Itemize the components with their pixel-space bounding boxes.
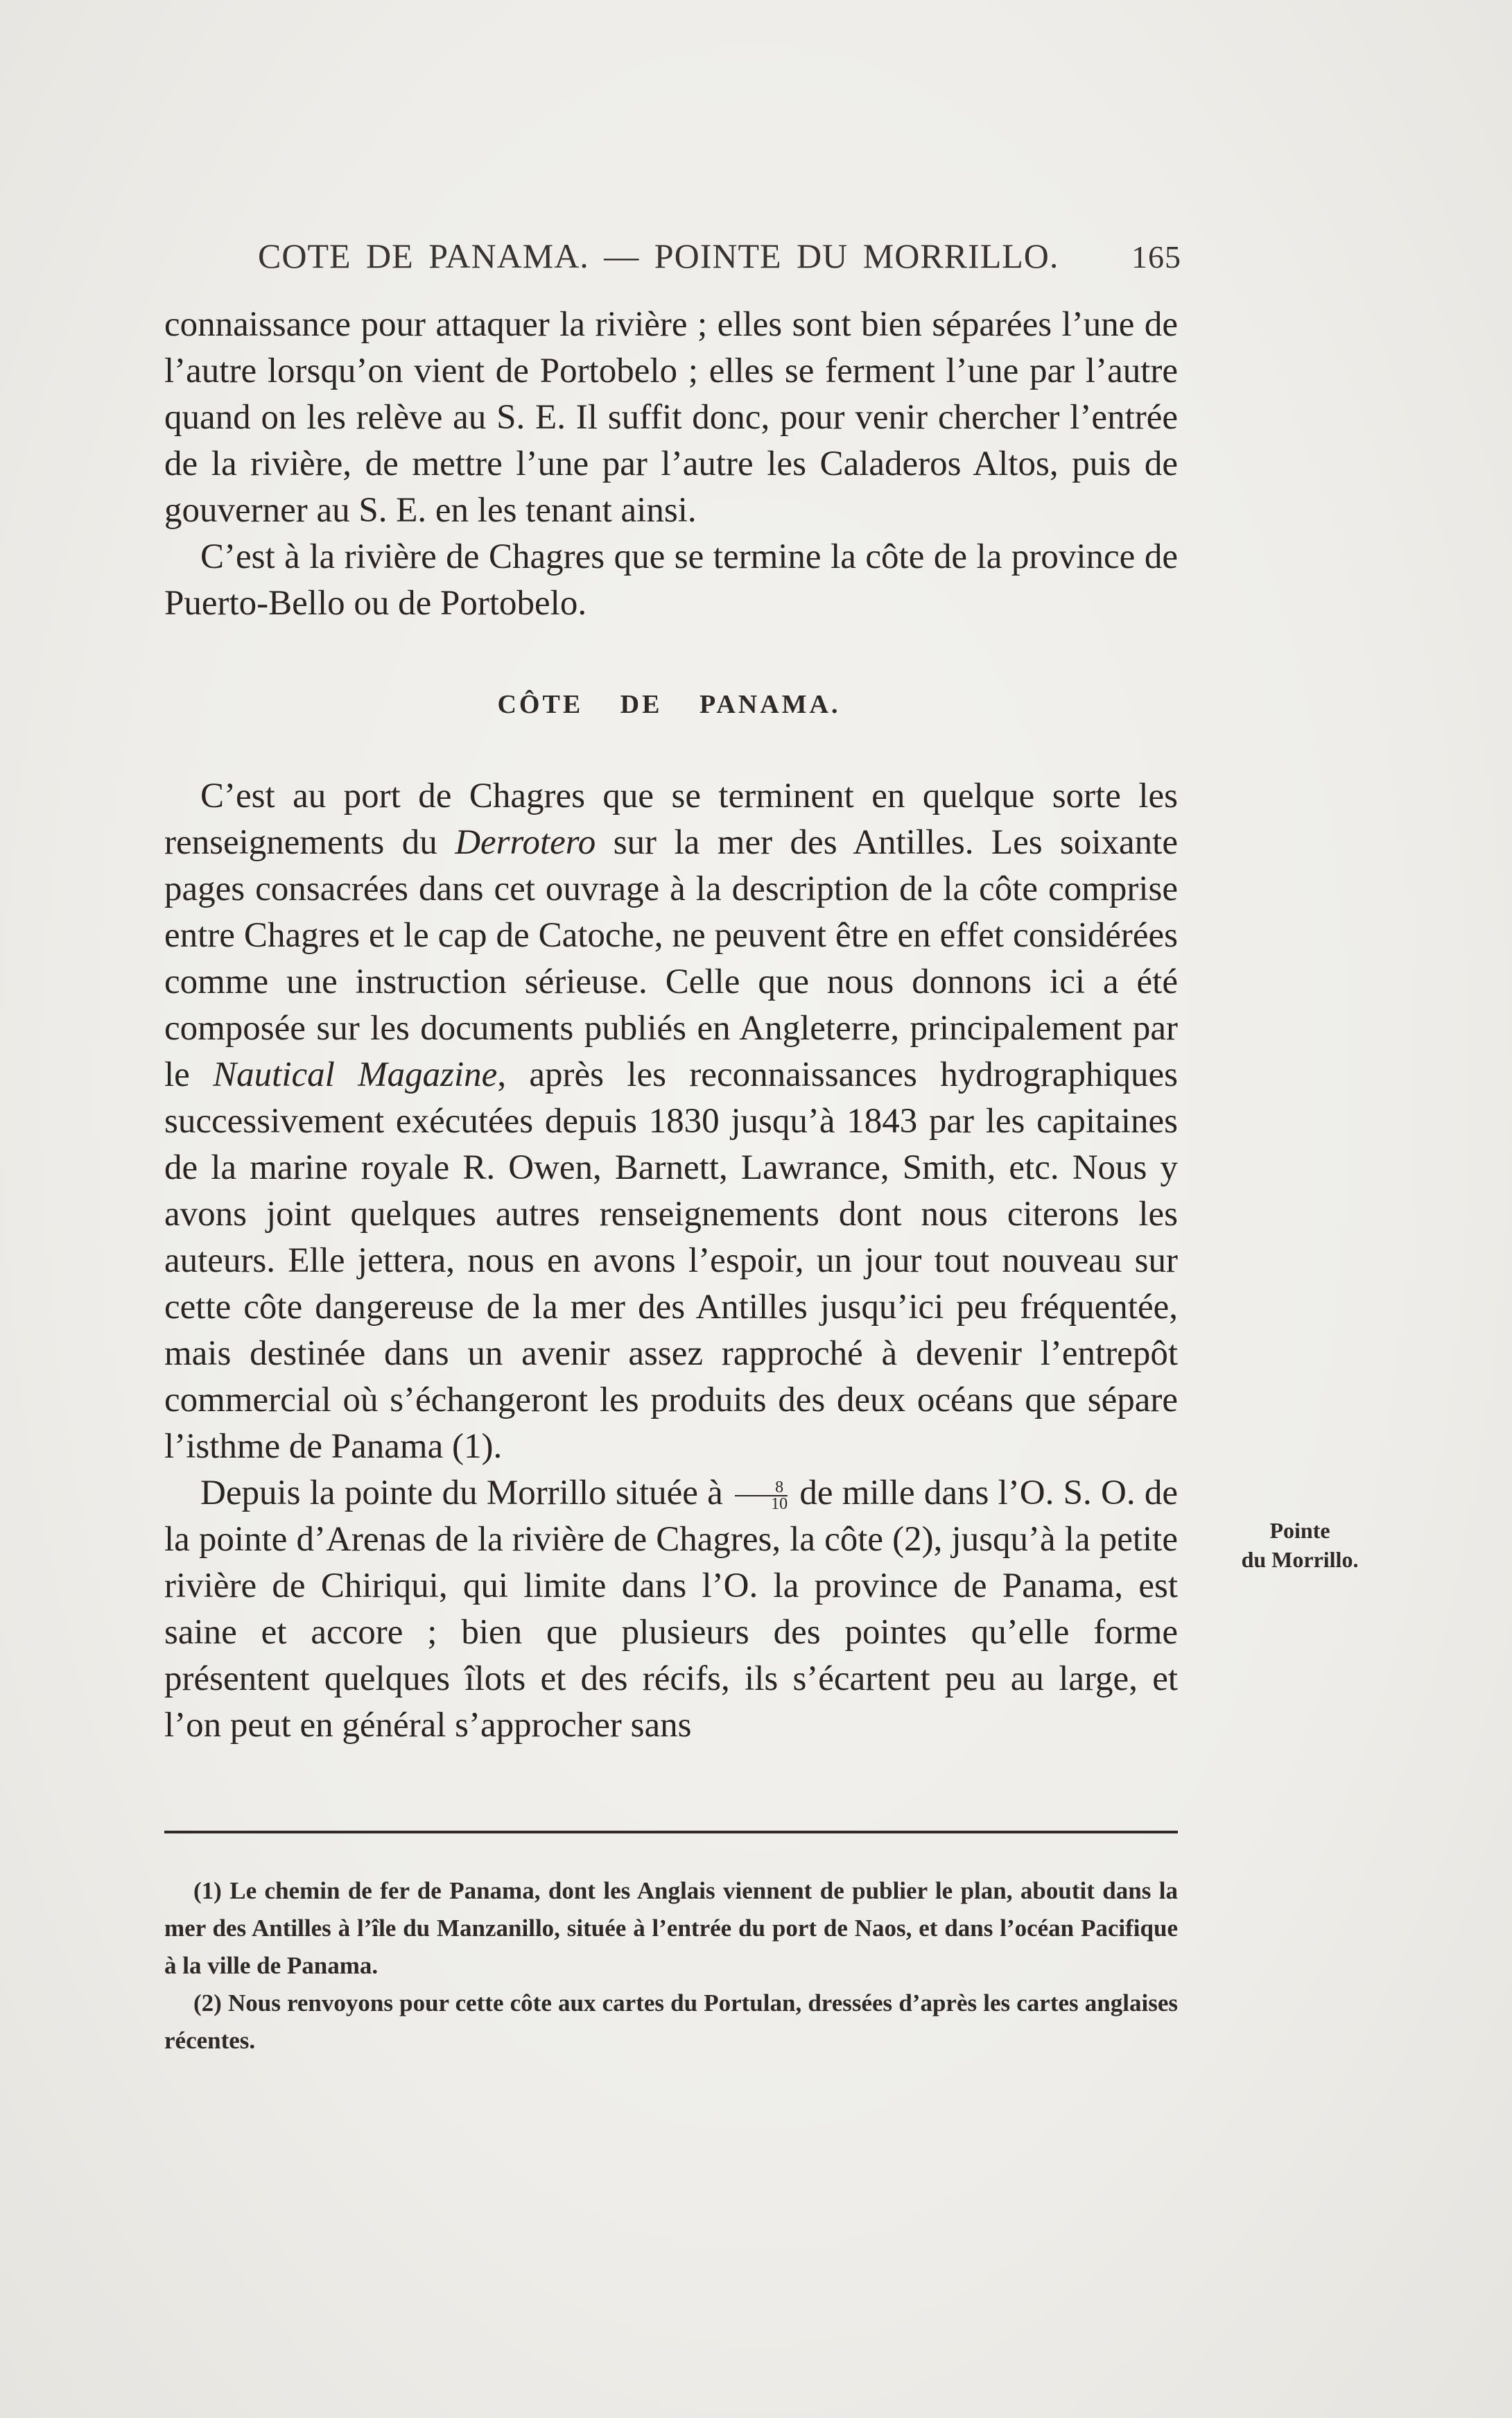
fraction (735, 1480, 788, 1512)
text-block-main (164, 773, 1178, 1749)
margin-note-line2: du Morrillo. (1241, 1547, 1359, 1572)
italic-title-nautical-magazine: Nautical Magazine (213, 1055, 498, 1094)
paragraph-intro (164, 773, 1178, 1470)
text-run: C’est au port de Chagres que se terminent en quelque sorte les renseignements du (164, 777, 1178, 862)
footnote-1: (1) Le chemin de fer de Panama, dont les Anglais viennent de publier le plan, aboutit dans la mer des Antilles à l’île du Manzanillo, située à l’entrée du port de Naos, et dans l’océan Pacifique à la ville de Panama. (164, 1877, 1178, 1979)
paragraph-continuation: connaissance pour attaquer la rivière ; elles sont bien séparées l’une de l’autre lorsqu’on vient de Portobelo ; elles se ferment l’une par l’autre quand on les relève au S. E. Il suffit donc, pour venir chercher l’entrée de la rivière, de mettre l’une par l’autre les Caladeros Altos, puis de gouverner au S. E. en les tenant ainsi. (164, 305, 1178, 530)
italic-title-derrotero: Derrotero (455, 823, 596, 862)
paragraph-chagres: C’est à la rivière de Chagres que se termine la côte de la province de Puerto-Bello ou de Portobelo. (164, 537, 1178, 623)
footnote-2: (2) Nous renvoyons pour cette côte aux cartes du Portulan, dressées d’après les cartes anglaises récentes. (164, 1989, 1178, 2054)
text-run: de mille dans l’O. S. O. de la pointe d’Arenas de la rivière de Chagres, la côte (2), jusqu’à la petite rivière de Chiriqui, qui limite dans l’O. la province de Panama, est saine et accore ; bien que plusieurs des pointes qu’elle forme présentent quelques îlots et des récifs, ils s’écartent peu au large, et l’on peut en général s’approcher sans (164, 1474, 1178, 1745)
text-run: Depuis la pointe du Morrillo située à (200, 1474, 733, 1512)
fraction-denominator: 10 (771, 1495, 788, 1514)
fraction-numerator: 8 (735, 1480, 788, 1496)
running-head (258, 236, 1181, 284)
margin-note (1220, 1516, 1380, 1574)
footnote-rule (164, 1831, 1178, 1833)
text-run: sur la mer des Antilles. Les soixante pages consacrées dans cet ouvrage à la description de la côte comprise entre Chagres et le cap de Catoche, ne peuvent être en effet considérées comme une instruction sérieuse. Celle que nous donnons ici a été composée sur les documents publiés en Angleterre, principalement par le (164, 823, 1178, 1094)
footnotes (164, 1872, 1178, 2059)
text-run: , après les reconnaissances hydrographiques successivement exécutées depuis 1830 jusqu’à 1843 par les capitaines de la marine royale R. Owen, Barnett, Lawrance, Smith, etc. Nous y avons joint quelques autres renseignements dont nous citerons les auteurs. Elle jettera, nous en avons l’espoir, un jour tout nouveau sur cette côte dangereuse de la mer des Antilles jusqu’ici peu fréquentée, mais destinée dans un avenir assez rapproché à devenir l’entrepôt commercial où s’échangeront les produits des deux océans que sépare l’isthme de Panama (1). (164, 1055, 1178, 1466)
page-number: 165 (1131, 239, 1181, 275)
paragraph-morrillo (164, 1470, 1178, 1749)
text-block-top (164, 302, 1178, 627)
running-title: COTE DE PANAMA. — POINTE DU MORRILLO. (258, 236, 1059, 275)
section-heading: CÔTE DE PANAMA. (497, 690, 841, 719)
margin-note-line1: Pointe (1269, 1518, 1330, 1543)
